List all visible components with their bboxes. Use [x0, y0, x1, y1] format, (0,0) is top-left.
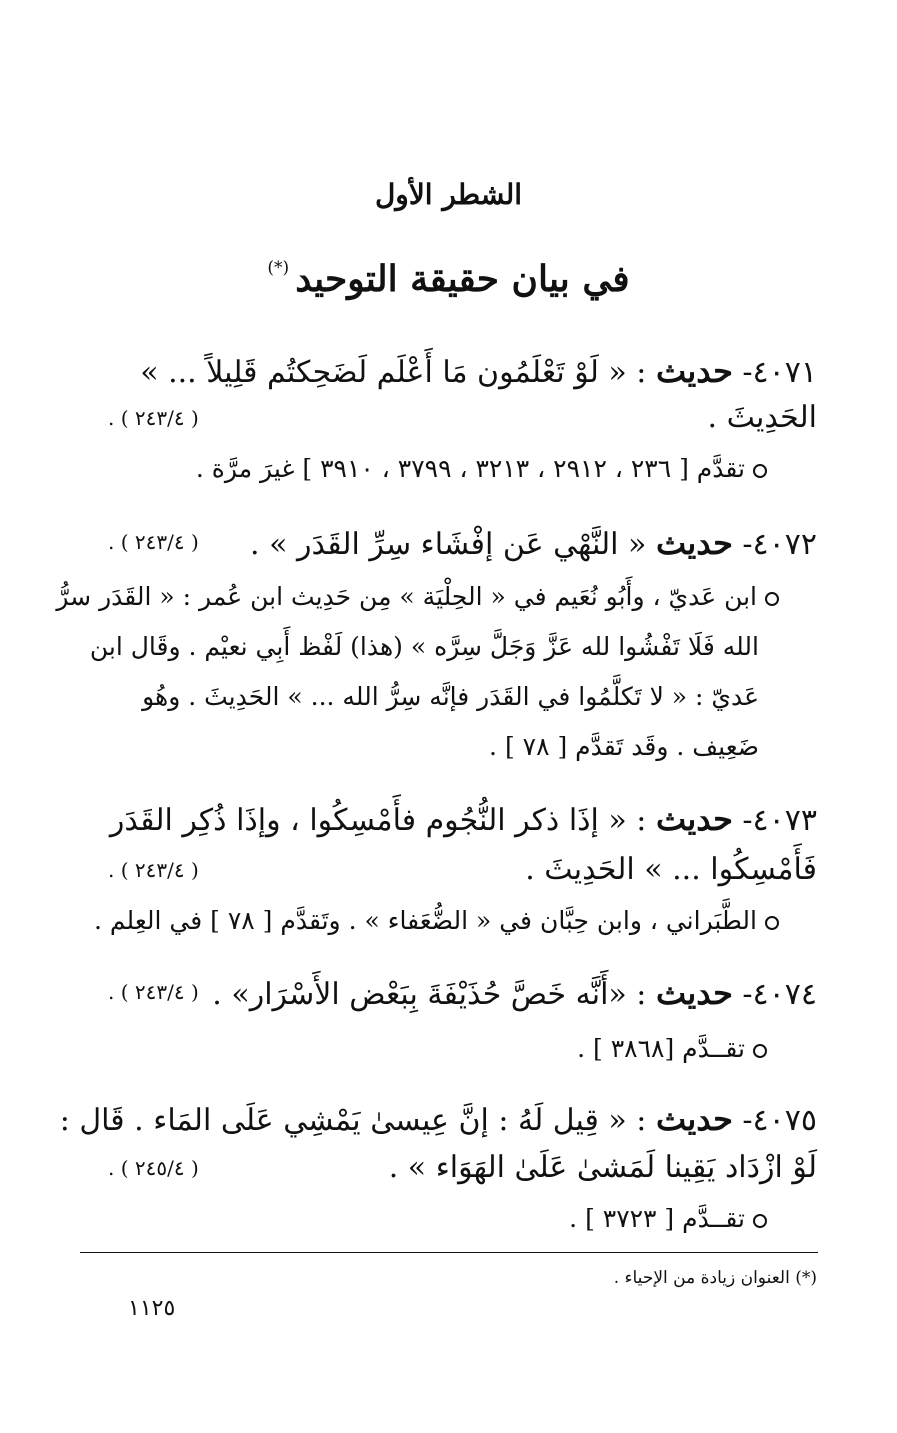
entry-4073-note [94, 906, 779, 935]
entry-4073-line1 [108, 800, 817, 838]
footnote: (*) العنوان زيادة من الإحياء . [613, 1268, 817, 1288]
entry-text: : «أَنَّه خَصَّ حُذَيْفَةَ بِبَعْض الأَسْرَار» . [212, 977, 647, 1012]
note-text: تقــدَّم [ ٣٧٢٣ ] . [569, 1204, 745, 1233]
entry-number: ٤٠٧٣- [742, 803, 817, 838]
entry-text: : « قِيل لَهُ : إنَّ عِيسىٰ يَمْشِي عَلَى المَاء . قَال : [59, 1103, 647, 1138]
entry-text: : « لَوْ تَعْلَمُون مَا أَعْلَم لَضَحِكتُم قَلِيلاً ... » [140, 355, 647, 390]
chapter-title [0, 258, 897, 300]
entry-number: ٤٠٧٤- [742, 977, 817, 1012]
entry-text-cont: فَأَمْسِكُوا ... » الحَدِيثَ . [525, 852, 817, 887]
entry-number: ٤٠٧٢- [742, 527, 817, 562]
note-text: تقدَّم [ ٢٣٦ ، ٢٩١٢ ، ٣٢١٣ ، ٣٧٩٩ ، ٣٩١٠ ] غيرَ مرَّة . [195, 454, 745, 483]
note-circle-icon [765, 916, 779, 930]
part-title: الشطر الأول [374, 178, 523, 211]
footnote-marker: (*) [267, 258, 290, 278]
hadith-label: حديث [655, 800, 733, 838]
entry-number: ٤٠٧١- [742, 355, 817, 390]
entry-4073-line2 [108, 852, 817, 887]
footnote-divider [80, 1252, 818, 1253]
note-circle-icon [753, 1214, 767, 1228]
chapter-title-text: في بيان حقيقة التوحيد [295, 258, 630, 300]
entry-4072-note-line2: الله فَلَا تَفْشُوا لله عَزَّ وَجَلَّ سِرَّه » (هذا) لَفْظ أَبِي نعيْم . وقَال ابن [89, 632, 759, 661]
hadith-label: حديث [655, 352, 733, 390]
volume-page-ref: ( ٢٤٣/٤ ) . [108, 980, 199, 1004]
entry-4072-note-line1 [56, 582, 779, 611]
note-circle-icon [753, 1044, 767, 1058]
entry-text: : « إذَا ذكر النُّجُوم فأَمْسِكُوا ، وإذَا ذُكِر القَدَر [109, 803, 647, 838]
page-number: ١١٢٥ [128, 1296, 176, 1321]
entry-4071-note [108, 454, 767, 483]
entry-4071-line1 [108, 352, 817, 390]
entry-4072-note-line4: ضَعِيف . وقَد تَقدَّم [ ٧٨ ] . [489, 732, 759, 761]
volume-page-ref: ( ٢٤٣/٤ ) . [108, 406, 199, 430]
note-text: ابن عَديّ ، وأَبُو نُعَيم في « الحِلْيَة » مِن حَدِيث ابن عُمر : « القَدَر سرُّ [56, 582, 757, 611]
hadith-label: حديث [655, 974, 733, 1012]
entry-text-cont: لَوْ ازْدَاد يَقِينا لَمَشىٰ عَلَىٰ الهَوَاء » . [388, 1150, 817, 1185]
volume-page-ref: ( ٢٤٣/٤ ) . [108, 530, 199, 554]
entry-text: « النَّهْي عَن إفْشَاء سِرِّ القَدَر » . [250, 527, 647, 562]
entry-4075-line1 [59, 1100, 817, 1138]
entry-4074-note [108, 1034, 767, 1063]
volume-page-ref: ( ٢٤٣/٤ ) . [108, 858, 199, 882]
note-circle-icon [765, 592, 779, 606]
note-text: الطَّبَراني ، وابن حِبَّان في « الضُّعَفاء » . وتَقدَّم [ ٧٨ ] في العِلم . [94, 906, 757, 935]
hadith-label: حديث [655, 524, 733, 562]
entry-4072-note-line3: عَديّ : « لا تَكلَّمُوا في القَدَر فإنَّه سِرُّ الله ... » الحَدِيثَ . وهُو [142, 682, 759, 711]
entry-4071-line2 [108, 400, 817, 435]
entry-4075-note [108, 1204, 767, 1233]
note-circle-icon [753, 464, 767, 478]
entry-4074-line1 [108, 974, 817, 1012]
hadith-label: حديث [655, 1100, 733, 1138]
volume-page-ref: ( ٢٤٥/٤ ) . [108, 1156, 199, 1180]
entry-text-cont: الحَدِيثَ . [707, 400, 817, 435]
entry-number: ٤٠٧٥- [742, 1103, 817, 1138]
entry-4075-line2 [108, 1150, 817, 1185]
entry-4072-line1 [108, 524, 817, 562]
note-text: تقــدَّم [٣٨٦٨ ] . [577, 1034, 745, 1063]
